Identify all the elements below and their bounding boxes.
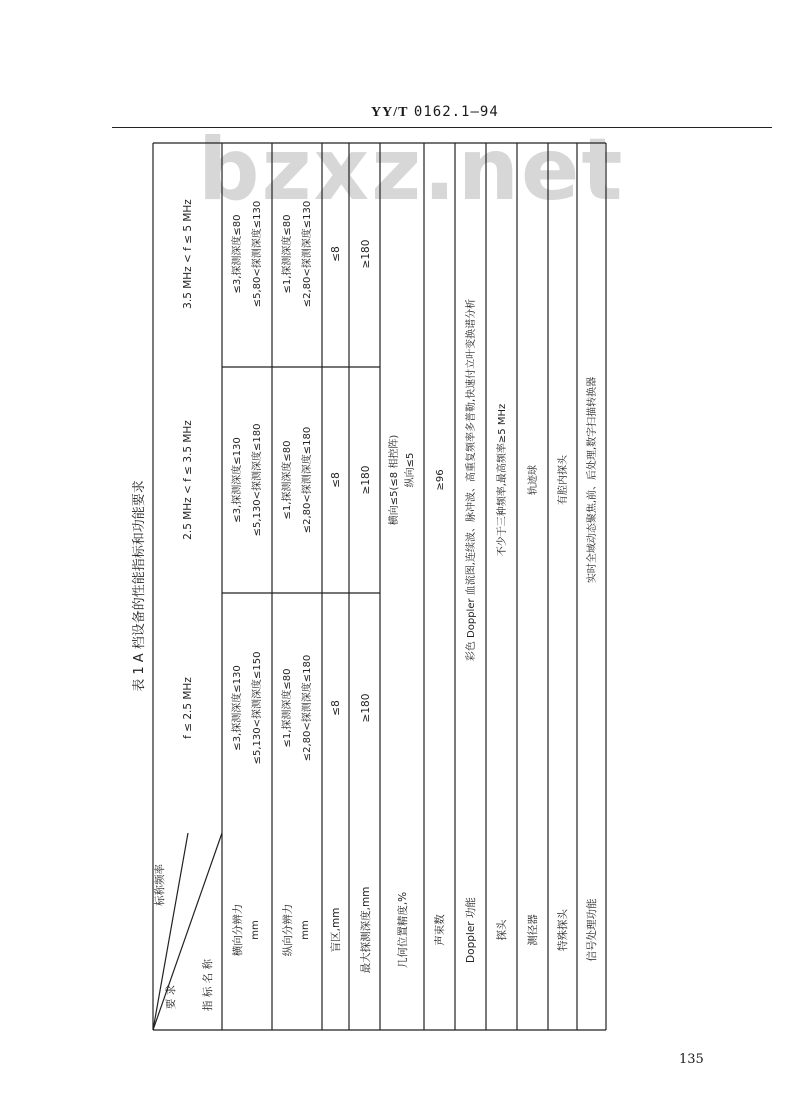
cell-lateral-f2-a: ≤3,探测深度≤130 [232,437,243,523]
cell-lateral-f3-b: ≤5,80<探测深度≤130 [252,200,263,308]
row-label-lateral: 横向分辨力 [232,903,244,957]
freq-header-2: 2.5 MHz < f ≤ 3.5 MHz [182,420,194,540]
header-number: 0162.1—94 [413,104,499,120]
table-caption: 表 1 A 档设备的性能指标和功能要求 [132,480,147,692]
cell-caliper: 轨迹球 [528,465,539,495]
row-label-signal: 信号处理功能 [586,898,598,962]
table-grid [153,143,606,1030]
row-unit-axial: mm [300,920,311,940]
cell-axial-f1-b: ≤2,80<探测深度≤180 [302,654,313,762]
freq-header-3: 3.5 MHz < f ≤ 5 MHz [182,199,194,309]
corner-bottom-label: 指 标 名 称 [202,958,214,1012]
cell-probe: 不少于三种频率,最高频率≥5 MHz [497,403,508,557]
cell-deadzone-f2: ≤8 [330,472,342,488]
freq-header-1: f ≤ 2.5 MHz [182,677,194,739]
cell-deadzone-f1: ≤8 [330,700,342,716]
cell-axial-f1-a: ≤1,探测深度≤80 [282,668,293,748]
cell-maxdepth-f1: ≥180 [360,693,372,723]
cell-beams: ≥96 [435,469,446,491]
corner-top-label: 标称频率 [154,864,166,906]
cell-special-probe: 有腔内探头 [558,455,569,505]
cell-geometry-axial: 纵向≤5 [405,452,416,488]
cell-signal: 实时全域动态聚焦,前、后处理,数字扫描转换器 [587,376,598,584]
row-label-deadzone: 盲区,mm [330,907,342,953]
cell-lateral-f3-a: ≤3,探测深度≤80 [232,214,243,294]
header-prefix: YY/T [371,105,409,120]
cell-lateral-f1-b: ≤5,130<探测深度≤150 [252,651,263,765]
corner-mid-label: 要 求 [165,984,177,1010]
row-label-axial: 纵向分辨力 [282,903,294,957]
row-label-probe: 探头 [496,919,508,941]
row-label-beams: 声束数 [434,914,446,946]
row-label-special-probe: 特殊探头 [557,909,569,951]
cell-maxdepth-f2: ≥180 [360,465,372,495]
cell-axial-f2-b: ≤2,80<探测深度≤180 [302,426,313,534]
row-label-doppler: Doppler 功能 [465,897,477,963]
cell-axial-f2-a: ≤1,探测深度≤80 [282,440,293,520]
row-label-maxdepth: 最大探测深度,mm [360,886,372,974]
page-number: 135 [679,1052,704,1067]
row-unit-lateral: mm [250,920,261,940]
row-label-caliper: 测径器 [527,914,539,946]
cell-geometry-lateral: 横向≤5(≤8 相控阵) [389,434,400,526]
cell-lateral-f1-a: ≤3,探测深度≤130 [232,665,243,751]
cell-axial-f3-a: ≤1,探测深度≤80 [282,214,293,294]
watermark: bzxz.net [198,120,625,220]
cell-axial-f3-b: ≤2,80<探测深度≤130 [302,200,313,308]
cell-maxdepth-f3: ≥180 [360,239,372,269]
cell-doppler: 彩色 Doppler 血流图,连续波、脉冲波、高重复频率多普勒,快速付立叶变换谱分析 [466,298,477,662]
cell-deadzone-f3: ≤8 [330,246,342,262]
row-label-geometry: 几何位置精度,% [397,891,409,969]
cell-lateral-f2-b: ≤5,130<探测深度≤180 [252,423,263,537]
